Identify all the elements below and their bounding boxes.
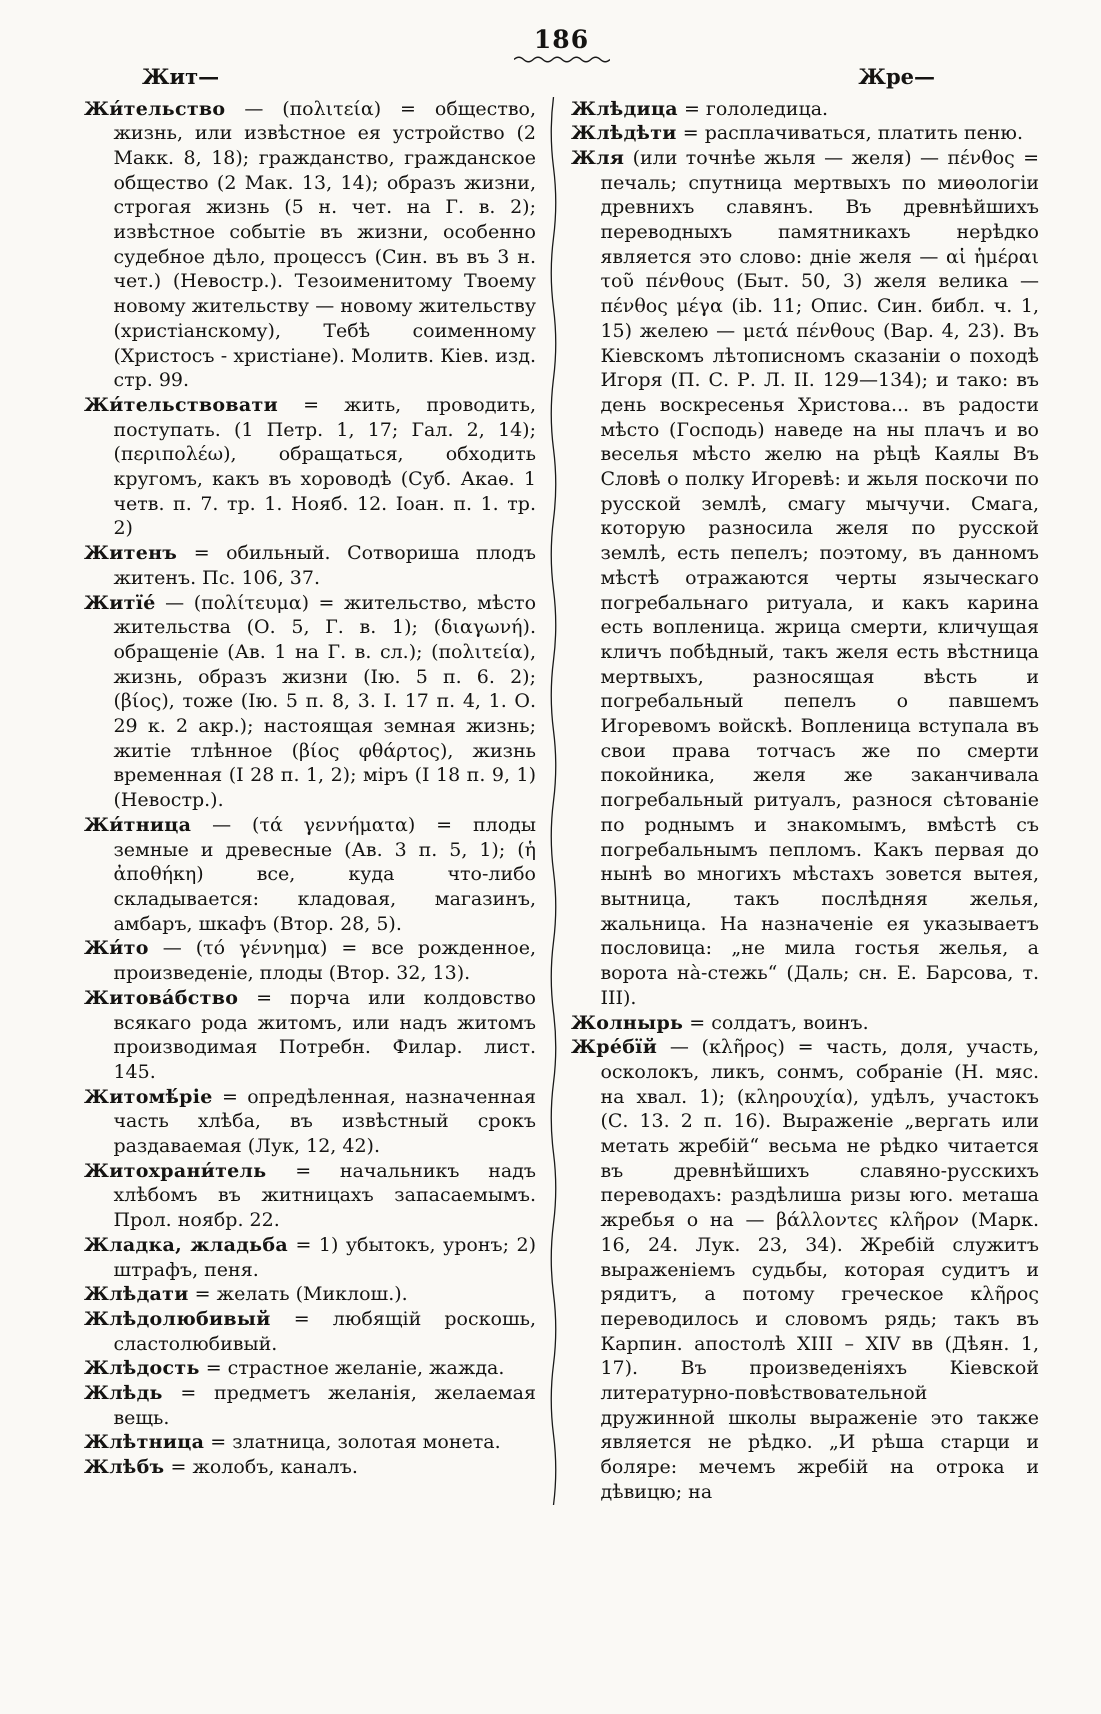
entry-body: — (τό γέννημα) = все рожденное, произведеніе, плоды (Втор. 32, 13). xyxy=(113,937,536,985)
page-header xyxy=(84,26,1039,89)
entry-headword: Житенъ xyxy=(84,542,178,565)
dictionary-entry xyxy=(84,813,536,937)
entry-headword: Жолнырь xyxy=(571,1011,684,1034)
entry-headword: Житомѣ́ріе xyxy=(84,1085,213,1108)
dictionary-entry xyxy=(571,1011,1039,1036)
entry-headword: Жля xyxy=(571,146,625,169)
entry-headword: Жлѣдость xyxy=(84,1357,200,1380)
dictionary-entry xyxy=(84,97,536,393)
entry-headword: Жлѣтница xyxy=(84,1431,205,1454)
entry-body: = 1) убытокъ, уронъ; 2) штрафъ, пеня. xyxy=(113,1233,536,1281)
entry-headword: Жи́то xyxy=(84,937,149,960)
entry-body: — (κλῆρος) = часть, доля, участь, осколокъ, ликъ, сонмъ, собраніе (Н. мяс. на хвал. 1); (κληρουχία), удѣлъ, участокъ (С. 13. 2 п. 16). Выраженіе „вергать или метать жребій“ весьма не рѣдко читается въ древнѣйшихъ славяно-русскихъ переводахъ: раздѣлиша ризы юго. меташа жребья о на — βάλλοντες κλῆρον (Марк. 16, 24. Лук. 23, 34). Жребій служитъ выраженіемъ судьбы, которая судитъ и рядитъ, а потому греческое κλῆρος переводилось и словомъ рядь; такъ въ Карпин. апостолѣ XIII – XIV вв (Дѣян. 1, 17). Въ произведеніяхъ Кіевской литературно-повѣствовательной дружинной школы выраженіе это также является не рѣдко. „И рѣша старци и боляре: мечемъ жребій на отрока и дѣвицю; на xyxy=(600,1036,1039,1503)
text-columns xyxy=(84,97,1039,1505)
dictionary-entry xyxy=(571,97,1039,122)
column-divider xyxy=(536,97,571,1505)
dictionary-entry xyxy=(84,1307,536,1356)
page-number: 186 xyxy=(533,25,590,54)
dictionary-entry xyxy=(84,541,536,590)
entry-body: = любящій роскошь, сластолюбивый. xyxy=(113,1307,536,1355)
entry-body: = расплачиваться, платить пеню. xyxy=(682,122,1023,145)
dictionary-entry xyxy=(84,1282,536,1307)
entry-headword: Жре́бїй xyxy=(571,1036,658,1059)
entry-body: — (πολίτευμα) = жительство, мѣсто жительства (О. 5, Г. в. 1); (διαγωνή). обращеніе (Ав. 1 на Г. в. сл.); (πολιτεία), жизнь, образъ жизни (Ію. 5 п. 6. 2); (βίος), тоже (Ію. 5 п. 8, 3. I. 17 п. 4, 1. О. 29 к. 2 акр.); настоящая земная жизнь; житіе тлѣнное (βίος φθάρτος), жизнь временная (I 28 п. 1, 2); міръ (I 18 п. 9, 1) (Невостр.). xyxy=(113,591,537,812)
entry-body: = златница, золотая монета. xyxy=(210,1431,501,1454)
entry-headword: Жладка, жладьба xyxy=(84,1233,288,1256)
dictionary-entry xyxy=(84,1430,536,1455)
dictionary-entry xyxy=(571,146,1039,1011)
dictionary-entry xyxy=(84,591,536,813)
column-divider-rule xyxy=(549,97,558,1505)
left-column xyxy=(84,97,536,1505)
entry-headword: Жи́тница xyxy=(84,813,192,836)
entry-headword: Житова́бство xyxy=(84,986,239,1009)
entry-body: — (πολιτεία) = общество, жизнь, или извѣстное ея устройство (2 Макк. 8, 18); гражданство, гражданское общество (2 Мак. 13, 14); образъ жизни, строгая жизнь (5 н. чет. на Г. в. 2); извѣстное событіе въ жизни, особенно судебное дѣло, процессъ (Син. въ въ 3 н. чет.) (Невостр.). Тезоименитому Твоему новому жительству — новому жительству (христіанскому), Тебѣ соименному (Христосъ - христіане). Молитв. Кіев. изд. стр. 99. xyxy=(113,97,537,392)
dictionary-entry xyxy=(84,1381,536,1430)
dictionary-entry xyxy=(84,1159,536,1233)
entry-body: = солдатъ, воинъ. xyxy=(689,1011,869,1034)
running-head-right: Жре— xyxy=(858,63,935,89)
entry-headword: Житїе́ xyxy=(84,591,156,614)
entry-body: = порча или колдовство всякаго рода житомъ, или надъ житомъ производимая Потребн. Филар. лист. 145. xyxy=(113,986,536,1083)
entry-headword: Жлѣдати xyxy=(84,1283,189,1306)
entry-body: = жить, проводить, поступать. (1 Петр. 1, 17; Гал. 2, 14); (περιπολέω), обращаться, обходить кругомъ, какъ въ хороводѣ (Суб. Акаѳ. 1 четв. п. 7. тр. 1. Нояб. 12. Іоан. п. 1. тр. 2) xyxy=(113,393,536,540)
dictionary-entry xyxy=(571,1035,1039,1504)
entry-headword: Житохрани́тель xyxy=(84,1159,267,1182)
running-heads xyxy=(84,64,1039,89)
dictionary-entry xyxy=(84,1455,536,1480)
dictionary-entry xyxy=(84,1233,536,1282)
entry-headword: Жи́тельство xyxy=(84,97,226,120)
entry-body: (или точнѣе жьля — желя) — πένθος = печаль; спутница мертвыхъ по миѳологіи древнихъ славянъ. Въ древнѣйшихъ переводныхъ памятникахъ нерѣдко является это слово: дніе желя — αἱ ἡμέραι τοῦ πένθους (Быт. 50, 3) желя велика — πένθος μέγα (ib. 11; Опис. Син. библ. ч. 1, 15) желею — μετά πένθους (Вар. 4, 23). Въ Кіевскомъ лѣтописномъ сказаніи о походѣ Игоря (П. С. Р. Л. II. 129—134); и тако: въ день воскресенья Христова... въ радости мѣсто (Господь) наведе на ны плачъ и во веселья мѣсто желю на рѣцѣ Каялы Въ Словѣ о полку Игоревѣ: и жьля поскочи по русской землѣ, смагу мычучи. Смага, которую разносила желя по русской землѣ, есть пепелъ; поэтому, въ данномъ мѣстѣ отражаются черты языческаго погребальнаго ритуала, и какъ карина есть вопленица. жрица смерти, кличущая кличъ побѣдный, такъ желя есть вѣстница мертвыхъ, разносящая вѣсть и погребальный пепелъ о павшемъ Игоревомъ войскѣ. Вопленица вступала въ свои права тотчасъ же по смерти покойника, желя же заканчивала погребальный ритуалъ, разнося сѣтованіе по роднымъ и знакомымъ, вмѣстѣ съ погребальнымъ пепломъ. Какъ первая до нынѣ во многихъ мѣстахъ зовется вытея, вытница, такъ послѣдняя желья, жальница. На назначеніе ея указываетъ пословица: „не мила гостья желья, а ворота на̀-стежь“ (Даль; сн. Е. Барсова, т. III). xyxy=(600,146,1039,1009)
dictionary-entry xyxy=(84,393,536,541)
entry-body: = обильный. Сотвориша плодъ житенъ. Пс. 106, 37. xyxy=(113,542,536,589)
entry-headword: Жлѣдь xyxy=(84,1382,163,1405)
dictionary-entry xyxy=(571,121,1039,146)
dictionary-entry xyxy=(84,936,536,985)
entry-headword: Жлѣдица xyxy=(571,97,678,120)
right-column xyxy=(571,97,1039,1505)
entry-body: = начальникъ надъ хлѣбомъ въ житницахъ запасаемымъ. Прол. ноябр. 22. xyxy=(113,1159,536,1232)
entry-headword: Жлѣбъ xyxy=(84,1456,165,1479)
entry-body: = предметъ желанія, желаемая вещь. xyxy=(113,1382,536,1429)
running-head-left: Жит— xyxy=(142,63,220,89)
entry-body: — (τά γεννήματα) = плоды земные и древесные (Ав. 3 п. 5, 1); (ἡ ἀποθήκη) все, куда что-либо складывается: кладовая, магазинъ, амбаръ, шкафъ (Втор. 28, 5). xyxy=(113,813,536,935)
entry-headword: Жлѣдолюбивый xyxy=(84,1307,271,1330)
entry-body: = опредѣленная, назначенная часть хлѣба, въ извѣстный срокъ раздаваемая (Лук, 12, 42). xyxy=(113,1085,537,1158)
entry-body: = жолобъ, каналъ. xyxy=(170,1456,358,1479)
entry-body: = желать (Миклош.). xyxy=(194,1283,408,1306)
dictionary-entry xyxy=(84,986,536,1085)
entry-body: = страстное желаніе, жажда. xyxy=(205,1357,505,1380)
entry-headword: Жлѣдѣти xyxy=(571,122,677,145)
entry-headword: Жи́тельствовати xyxy=(84,393,278,416)
entry-body: = гололедица. xyxy=(683,97,829,120)
page-number-rule xyxy=(514,55,610,64)
dictionary-entry xyxy=(84,1356,536,1381)
dictionary-entry xyxy=(84,1085,536,1159)
